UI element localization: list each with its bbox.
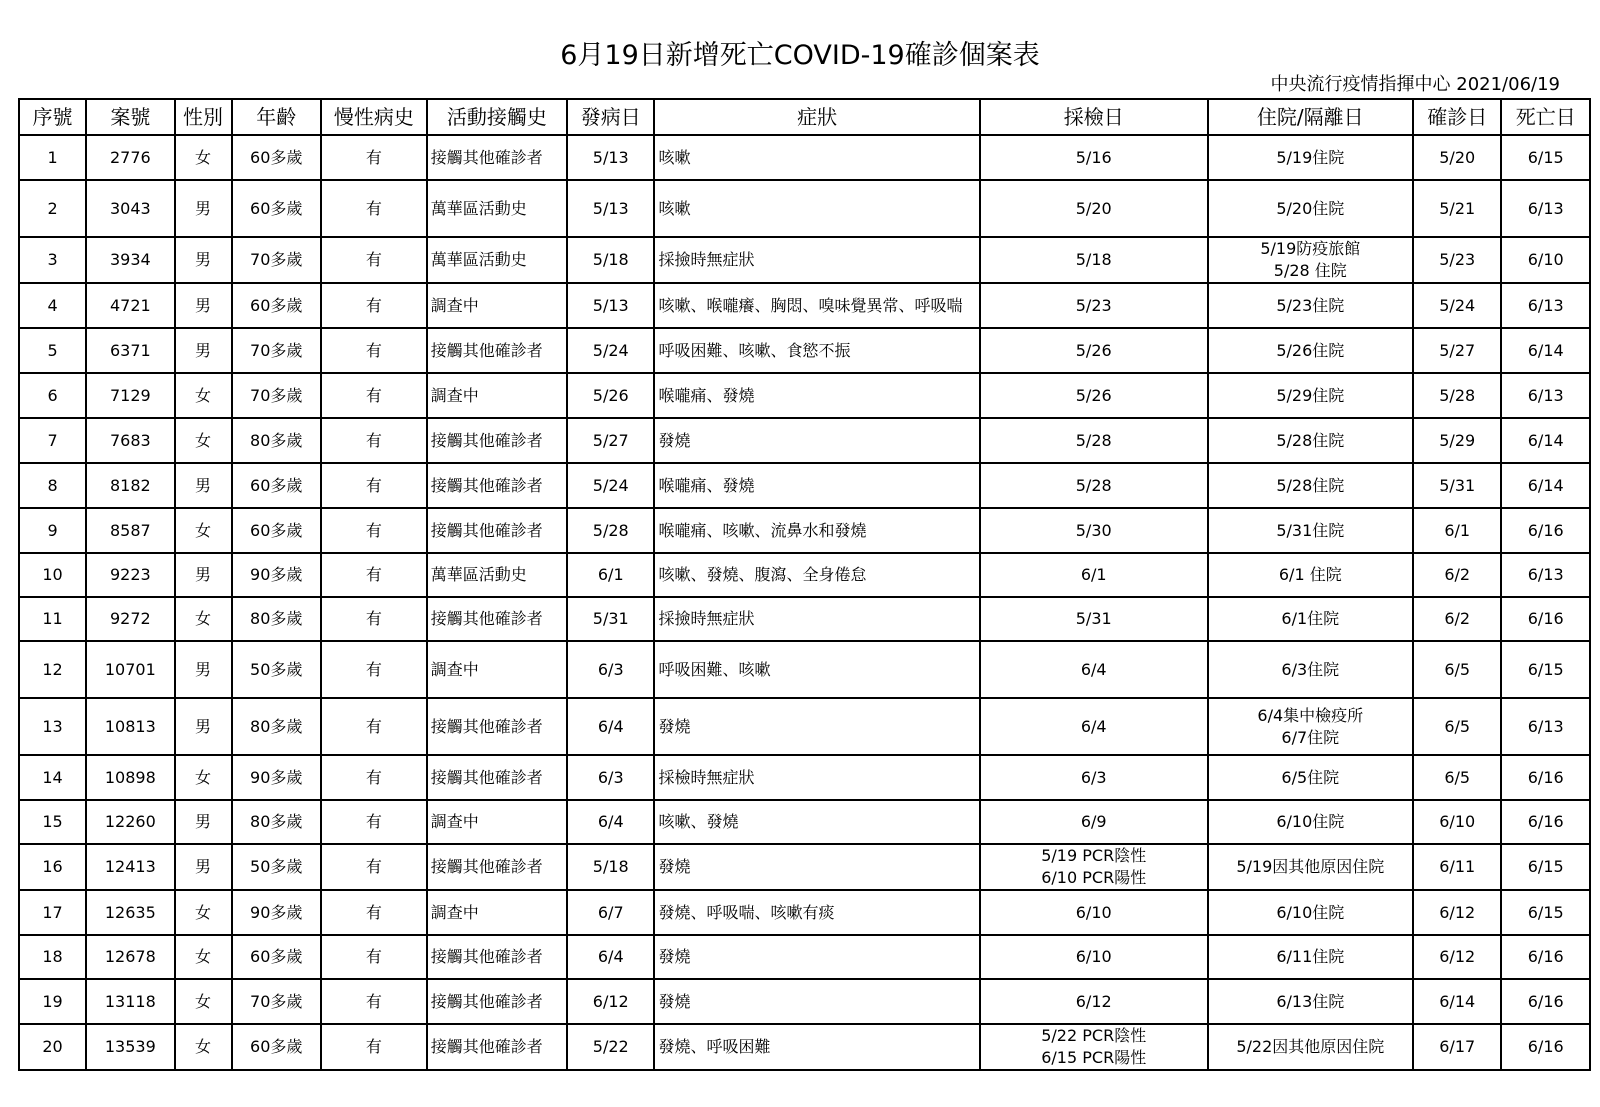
cell-chronic: 有: [321, 508, 427, 553]
cell-serial: 9: [19, 508, 86, 553]
cell-death: 6/14: [1501, 328, 1590, 373]
cell-confirm: 5/21: [1413, 180, 1501, 237]
cell-symptoms: 咳嗽: [654, 180, 979, 237]
cell-confirm: 5/28: [1413, 373, 1501, 418]
cell-serial: 16: [19, 844, 86, 890]
cell-confirm: 6/12: [1413, 890, 1501, 935]
cell-case-no: 3043: [86, 180, 174, 237]
cell-admission: 5/19防疫旅館 5/28 住院: [1208, 237, 1413, 283]
cell-case-no: 12635: [86, 890, 174, 935]
cell-case-no: 13539: [86, 1024, 174, 1070]
cell-death: 6/16: [1501, 597, 1590, 641]
table-row: [19, 283, 1590, 328]
cell-confirm: 6/2: [1413, 553, 1501, 597]
cell-serial: 18: [19, 935, 86, 979]
table-row: [19, 1024, 1590, 1070]
cell-sex: 女: [175, 890, 232, 935]
cell-age: 60多歲: [232, 935, 321, 979]
cell-sampling: 5/18: [980, 237, 1208, 283]
cell-sex: 男: [175, 463, 232, 508]
header-sampling: 採檢日: [980, 99, 1208, 135]
cell-onset: 6/4: [567, 935, 654, 979]
cell-chronic: 有: [321, 935, 427, 979]
cell-confirm: 5/27: [1413, 328, 1501, 373]
cell-age: 60多歲: [232, 508, 321, 553]
cell-admission: 6/10住院: [1208, 800, 1413, 844]
cell-admission: 5/29住院: [1208, 373, 1413, 418]
cell-sex: 男: [175, 800, 232, 844]
cell-confirm: 6/14: [1413, 979, 1501, 1024]
cell-symptoms: 採撿時無症狀: [654, 237, 979, 283]
cell-confirm: 6/5: [1413, 641, 1501, 698]
header-confirm: 確診日: [1413, 99, 1501, 135]
cell-admission: 5/28住院: [1208, 418, 1413, 463]
cell-serial: 6: [19, 373, 86, 418]
cell-age: 60多歲: [232, 135, 321, 180]
cell-sampling: 5/19 PCR陰性 6/10 PCR陽性: [980, 844, 1208, 890]
cell-sampling: 6/12: [980, 979, 1208, 1024]
cell-confirm: 6/5: [1413, 755, 1501, 800]
cell-serial: 8: [19, 463, 86, 508]
cell-case-no: 4721: [86, 283, 174, 328]
cell-death: 6/15: [1501, 135, 1590, 180]
cell-contact: 接觸其他確診者: [427, 463, 567, 508]
cell-chronic: 有: [321, 180, 427, 237]
table-row: [19, 418, 1590, 463]
cell-symptoms: 發燒: [654, 935, 979, 979]
cell-sex: 女: [175, 979, 232, 1024]
cell-contact: 接觸其他確診者: [427, 328, 567, 373]
cell-case-no: 2776: [86, 135, 174, 180]
cell-onset: 5/28: [567, 508, 654, 553]
cell-age: 80多歲: [232, 418, 321, 463]
table-row: [19, 328, 1590, 373]
cell-age: 90多歲: [232, 755, 321, 800]
cell-symptoms: 採撿時無症狀: [654, 597, 979, 641]
cell-confirm: 5/31: [1413, 463, 1501, 508]
cell-death: 6/13: [1501, 553, 1590, 597]
cell-chronic: 有: [321, 1024, 427, 1070]
header-age: 年齡: [232, 99, 321, 135]
cell-chronic: 有: [321, 135, 427, 180]
cell-death: 6/16: [1501, 800, 1590, 844]
issuer-date: 中央流行疫情指揮中心 2021/06/19: [1270, 74, 1560, 95]
cell-sampling: 5/31: [980, 597, 1208, 641]
cell-sampling: 6/4: [980, 698, 1208, 755]
cell-case-no: 12260: [86, 800, 174, 844]
cell-onset: 5/26: [567, 373, 654, 418]
cell-case-no: 6371: [86, 328, 174, 373]
cell-contact: 接觸其他確診者: [427, 979, 567, 1024]
header-row: [19, 99, 1590, 135]
table-row: [19, 755, 1590, 800]
cell-serial: 1: [19, 135, 86, 180]
case-table: [18, 98, 1591, 1071]
cell-onset: 5/13: [567, 283, 654, 328]
cell-contact: 萬華區活動史: [427, 553, 567, 597]
cell-symptoms: 喉嚨痛、發燒: [654, 373, 979, 418]
cell-contact: 接觸其他確診者: [427, 844, 567, 890]
cell-symptoms: 呼吸困難、咳嗽: [654, 641, 979, 698]
cell-case-no: 7129: [86, 373, 174, 418]
cell-admission: 6/10住院: [1208, 890, 1413, 935]
cell-serial: 3: [19, 237, 86, 283]
header-admission: 住院/隔離日: [1208, 99, 1413, 135]
cell-case-no: 10898: [86, 755, 174, 800]
cell-contact: 調查中: [427, 800, 567, 844]
cell-sex: 女: [175, 508, 232, 553]
cell-sampling: 5/26: [980, 328, 1208, 373]
cell-sampling: 5/26: [980, 373, 1208, 418]
cell-sex: 男: [175, 180, 232, 237]
cell-chronic: 有: [321, 979, 427, 1024]
cell-onset: 6/4: [567, 698, 654, 755]
cell-sex: 男: [175, 553, 232, 597]
cell-contact: 接觸其他確診者: [427, 418, 567, 463]
cell-chronic: 有: [321, 418, 427, 463]
cell-sampling: 5/23: [980, 283, 1208, 328]
cell-sampling: 5/20: [980, 180, 1208, 237]
cell-onset: 5/31: [567, 597, 654, 641]
cell-onset: 6/1: [567, 553, 654, 597]
cell-admission: 5/22因其他原因住院: [1208, 1024, 1413, 1070]
cell-case-no: 13118: [86, 979, 174, 1024]
cell-case-no: 12413: [86, 844, 174, 890]
cell-admission: 5/31住院: [1208, 508, 1413, 553]
cell-confirm: 5/29: [1413, 418, 1501, 463]
header-case-no: 案號: [86, 99, 174, 135]
cell-sampling: 6/10: [980, 890, 1208, 935]
table-row: [19, 373, 1590, 418]
cell-death: 6/16: [1501, 755, 1590, 800]
cell-age: 90多歲: [232, 553, 321, 597]
cell-chronic: 有: [321, 890, 427, 935]
cell-serial: 7: [19, 418, 86, 463]
cell-admission: 5/28住院: [1208, 463, 1413, 508]
table-row: [19, 237, 1590, 283]
cell-onset: 6/7: [567, 890, 654, 935]
cell-contact: 接觸其他確診者: [427, 698, 567, 755]
cell-death: 6/14: [1501, 463, 1590, 508]
cell-symptoms: 咳嗽、發燒、腹瀉、全身倦怠: [654, 553, 979, 597]
cell-admission: 6/3住院: [1208, 641, 1413, 698]
cell-serial: 11: [19, 597, 86, 641]
cell-sex: 男: [175, 641, 232, 698]
cell-age: 60多歲: [232, 1024, 321, 1070]
cell-case-no: 9223: [86, 553, 174, 597]
cell-sampling: 6/9: [980, 800, 1208, 844]
cell-case-no: 12678: [86, 935, 174, 979]
cell-sampling: 6/4: [980, 641, 1208, 698]
cell-sex: 女: [175, 1024, 232, 1070]
cell-age: 70多歲: [232, 328, 321, 373]
table-row: [19, 979, 1590, 1024]
cell-sex: 男: [175, 283, 232, 328]
cell-contact: 調查中: [427, 641, 567, 698]
cell-age: 50多歲: [232, 641, 321, 698]
cell-onset: 5/27: [567, 418, 654, 463]
cell-serial: 19: [19, 979, 86, 1024]
cell-admission: 6/11住院: [1208, 935, 1413, 979]
header-death: 死亡日: [1501, 99, 1590, 135]
cell-age: 60多歲: [232, 283, 321, 328]
cell-sampling: 5/30: [980, 508, 1208, 553]
cell-admission: 6/1住院: [1208, 597, 1413, 641]
cell-symptoms: 喉嚨痛、發燒: [654, 463, 979, 508]
cell-symptoms: 發燒、呼吸困難: [654, 1024, 979, 1070]
cell-onset: 6/3: [567, 641, 654, 698]
cell-symptoms: 呼吸困難、咳嗽、食慾不振: [654, 328, 979, 373]
cell-serial: 5: [19, 328, 86, 373]
cell-symptoms: 發燒: [654, 418, 979, 463]
cell-contact: 接觸其他確診者: [427, 508, 567, 553]
cell-sex: 女: [175, 755, 232, 800]
cell-case-no: 8587: [86, 508, 174, 553]
cell-age: 70多歲: [232, 373, 321, 418]
cell-age: 80多歲: [232, 698, 321, 755]
cell-symptoms: 採檢時無症狀: [654, 755, 979, 800]
cell-admission: 6/1 住院: [1208, 553, 1413, 597]
cell-chronic: 有: [321, 800, 427, 844]
cell-chronic: 有: [321, 328, 427, 373]
cell-death: 6/13: [1501, 180, 1590, 237]
cell-chronic: 有: [321, 553, 427, 597]
cell-death: 6/13: [1501, 283, 1590, 328]
cell-serial: 4: [19, 283, 86, 328]
cell-case-no: 10813: [86, 698, 174, 755]
cell-onset: 5/18: [567, 237, 654, 283]
cell-death: 6/15: [1501, 641, 1590, 698]
table-row: [19, 463, 1590, 508]
cell-sampling: 5/22 PCR陰性 6/15 PCR陽性: [980, 1024, 1208, 1070]
cell-case-no: 10701: [86, 641, 174, 698]
cell-chronic: 有: [321, 237, 427, 283]
cell-age: 80多歲: [232, 597, 321, 641]
cell-serial: 14: [19, 755, 86, 800]
table-row: [19, 597, 1590, 641]
cell-death: 6/14: [1501, 418, 1590, 463]
cell-contact: 萬華區活動史: [427, 180, 567, 237]
cell-contact: 接觸其他確診者: [427, 935, 567, 979]
table-row: [19, 508, 1590, 553]
cell-sampling: 5/28: [980, 463, 1208, 508]
header-chronic: 慢性病史: [321, 99, 427, 135]
cell-confirm: 6/2: [1413, 597, 1501, 641]
table-row: [19, 890, 1590, 935]
cell-death: 6/13: [1501, 698, 1590, 755]
cell-contact: 接觸其他確診者: [427, 1024, 567, 1070]
cell-sampling: 5/28: [980, 418, 1208, 463]
cell-sampling: 6/10: [980, 935, 1208, 979]
cell-admission: 6/13住院: [1208, 979, 1413, 1024]
cell-sex: 女: [175, 935, 232, 979]
cell-chronic: 有: [321, 597, 427, 641]
cell-chronic: 有: [321, 844, 427, 890]
cell-serial: 13: [19, 698, 86, 755]
cell-chronic: 有: [321, 373, 427, 418]
cell-death: 6/16: [1501, 979, 1590, 1024]
cell-sex: 男: [175, 844, 232, 890]
cell-confirm: 6/11: [1413, 844, 1501, 890]
header-serial: 序號: [19, 99, 86, 135]
cell-confirm: 6/17: [1413, 1024, 1501, 1070]
cell-onset: 5/24: [567, 328, 654, 373]
cell-contact: 調查中: [427, 373, 567, 418]
cell-sex: 女: [175, 597, 232, 641]
cell-contact: 調查中: [427, 890, 567, 935]
cell-case-no: 7683: [86, 418, 174, 463]
cell-sex: 女: [175, 135, 232, 180]
table-row: [19, 935, 1590, 979]
cell-case-no: 9272: [86, 597, 174, 641]
cell-serial: 12: [19, 641, 86, 698]
cell-symptoms: 發燒: [654, 844, 979, 890]
cell-admission: 5/19住院: [1208, 135, 1413, 180]
cell-age: 50多歲: [232, 844, 321, 890]
header-onset: 發病日: [567, 99, 654, 135]
cell-symptoms: 喉嚨痛、咳嗽、流鼻水和發燒: [654, 508, 979, 553]
cell-serial: 15: [19, 800, 86, 844]
cell-death: 6/16: [1501, 1024, 1590, 1070]
cell-symptoms: 發燒: [654, 979, 979, 1024]
cell-onset: 5/13: [567, 135, 654, 180]
table-row: [19, 800, 1590, 844]
cell-admission: 5/20住院: [1208, 180, 1413, 237]
cell-age: 70多歲: [232, 979, 321, 1024]
table-row: [19, 553, 1590, 597]
cell-contact: 調查中: [427, 283, 567, 328]
cell-age: 70多歲: [232, 237, 321, 283]
cell-chronic: 有: [321, 641, 427, 698]
cell-death: 6/13: [1501, 373, 1590, 418]
cell-onset: 5/18: [567, 844, 654, 890]
cell-chronic: 有: [321, 698, 427, 755]
cell-age: 90多歲: [232, 890, 321, 935]
cell-death: 6/15: [1501, 890, 1590, 935]
cell-onset: 5/24: [567, 463, 654, 508]
cell-confirm: 6/1: [1413, 508, 1501, 553]
cell-confirm: 6/5: [1413, 698, 1501, 755]
table-row: [19, 641, 1590, 698]
cell-serial: 20: [19, 1024, 86, 1070]
table-row: [19, 698, 1590, 755]
cell-sampling: 6/1: [980, 553, 1208, 597]
cell-sex: 女: [175, 373, 232, 418]
cell-symptoms: 發燒: [654, 698, 979, 755]
cell-age: 80多歲: [232, 800, 321, 844]
cell-onset: 6/4: [567, 800, 654, 844]
cell-age: 60多歲: [232, 463, 321, 508]
table-row: [19, 135, 1590, 180]
cell-case-no: 3934: [86, 237, 174, 283]
cell-death: 6/16: [1501, 508, 1590, 553]
cell-death: 6/10: [1501, 237, 1590, 283]
cell-confirm: 6/12: [1413, 935, 1501, 979]
cell-onset: 6/3: [567, 755, 654, 800]
cell-contact: 接觸其他確診者: [427, 755, 567, 800]
table-row: [19, 180, 1590, 237]
cell-admission: 6/5住院: [1208, 755, 1413, 800]
cell-contact: 接觸其他確診者: [427, 597, 567, 641]
cell-sampling: 5/16: [980, 135, 1208, 180]
cell-onset: 6/12: [567, 979, 654, 1024]
cell-symptoms: 咳嗽、喉嚨癢、胸悶、嗅味覺異常、呼吸喘: [654, 283, 979, 328]
cell-confirm: 5/23: [1413, 237, 1501, 283]
cell-confirm: 5/24: [1413, 283, 1501, 328]
header-sex: 性別: [175, 99, 232, 135]
cell-sex: 男: [175, 328, 232, 373]
cell-admission: 5/26住院: [1208, 328, 1413, 373]
cell-onset: 5/22: [567, 1024, 654, 1070]
cell-symptoms: 咳嗽: [654, 135, 979, 180]
cell-sex: 男: [175, 698, 232, 755]
cell-chronic: 有: [321, 463, 427, 508]
cell-sex: 女: [175, 418, 232, 463]
cell-contact: 接觸其他確診者: [427, 135, 567, 180]
cell-confirm: 5/20: [1413, 135, 1501, 180]
cell-age: 60多歲: [232, 180, 321, 237]
cell-chronic: 有: [321, 283, 427, 328]
page-title: 6月19日新增死亡COVID-19確診個案表: [560, 40, 1040, 71]
cell-confirm: 6/10: [1413, 800, 1501, 844]
cell-death: 6/15: [1501, 844, 1590, 890]
cell-admission: 5/19因其他原因住院: [1208, 844, 1413, 890]
cell-symptoms: 發燒、呼吸喘、咳嗽有痰: [654, 890, 979, 935]
cell-serial: 2: [19, 180, 86, 237]
cell-sex: 男: [175, 237, 232, 283]
cell-symptoms: 咳嗽、發燒: [654, 800, 979, 844]
header-contact: 活動接觸史: [427, 99, 567, 135]
cell-sampling: 6/3: [980, 755, 1208, 800]
cell-death: 6/16: [1501, 935, 1590, 979]
table-row: [19, 844, 1590, 890]
cell-serial: 10: [19, 553, 86, 597]
cell-admission: 5/23住院: [1208, 283, 1413, 328]
cell-serial: 17: [19, 890, 86, 935]
cell-contact: 萬華區活動史: [427, 237, 567, 283]
header-symptoms: 症狀: [654, 99, 979, 135]
cell-case-no: 8182: [86, 463, 174, 508]
cell-onset: 5/13: [567, 180, 654, 237]
cell-chronic: 有: [321, 755, 427, 800]
cell-admission: 6/4集中檢疫所 6/7住院: [1208, 698, 1413, 755]
